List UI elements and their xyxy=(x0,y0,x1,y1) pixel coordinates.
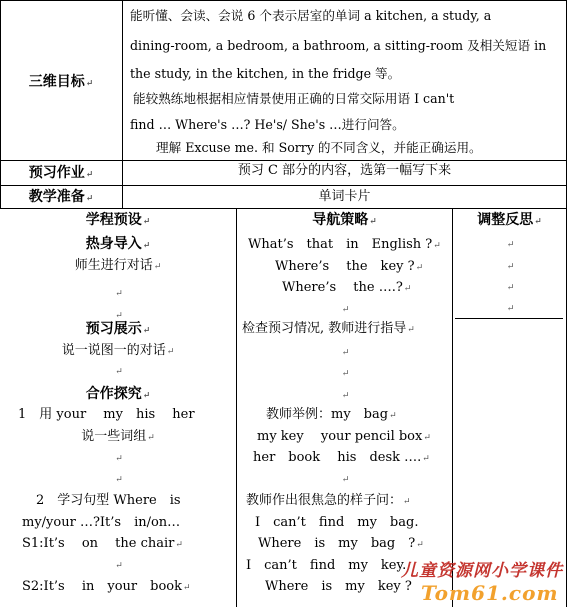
paragraph-mark: ↵ xyxy=(506,283,515,293)
goals-line-4: 能较熟练地根据相应情景使用正确的日常交际用语 I can't xyxy=(133,91,455,106)
strategy-sentence-2: Where is my bag ?↵ xyxy=(258,536,424,551)
paragraph-mark: ↵ xyxy=(506,304,515,314)
step2-line-a: 2 学习句型 Where is xyxy=(36,493,181,508)
strategy-question-1: What’s that in English ?↵ xyxy=(248,237,441,252)
goals-line-5: find … Where's …? He's/ She's …进行问答。 xyxy=(130,117,405,132)
explore-title: 合作探究↵ xyxy=(85,386,151,402)
step2-line-c: S1:It’s on the chair↵ xyxy=(22,536,183,551)
header-reflection: 调整反思↵ xyxy=(477,212,542,228)
watermark-line-2: Tom61.com xyxy=(421,581,559,605)
strategy-anxious: 教师作出很焦急的样子问：↵ xyxy=(246,493,411,508)
preview-text: 说一说图一的对话↵ xyxy=(61,343,175,358)
paragraph-mark: ↵ xyxy=(341,305,350,315)
watermark-line-1: 儿童资源网小学课件 xyxy=(401,561,563,581)
strategy-sentence-1: I can’t find my bag. xyxy=(255,515,419,530)
paragraph-mark: ↵ xyxy=(506,240,515,250)
goals-label: 三维目标↵ xyxy=(28,74,94,90)
strategy-sentence-4: Where is my key ? xyxy=(265,579,412,594)
strategy-example-2: my key your pencil box↵ xyxy=(257,429,431,444)
strategy-example: 教师举例：my bag↵ xyxy=(266,407,397,422)
strategy-question-2: Where’s the key ?↵ xyxy=(275,259,424,274)
table-top-border xyxy=(0,0,567,1)
row-divider xyxy=(0,160,567,161)
paragraph-mark: ↵ xyxy=(341,348,350,358)
goals-line-3: the study, in the kitchen, in the fridge 等。 xyxy=(130,66,401,81)
paragraph-mark: ↵ xyxy=(341,475,350,485)
prep-value: 单词卡片 xyxy=(318,189,371,204)
warmup-title: 热身导入↵ xyxy=(85,236,151,252)
strategy-check: 检查预习情况, 教师进行指导↵ xyxy=(242,321,415,336)
paragraph-mark: ↵ xyxy=(115,311,123,321)
paragraph-mark: ↵ xyxy=(341,369,350,379)
row-divider xyxy=(0,208,567,209)
strategy-example-3: her book his desk ….↵ xyxy=(253,450,430,465)
paragraph-mark: ↵ xyxy=(115,454,123,464)
homework-label: 预习作业↵ xyxy=(28,165,94,181)
paragraph-mark: ↵ xyxy=(115,289,123,299)
goals-line-1: 能听懂、会读、会说 6 个表示居室的单词 a kitchen, a study, a xyxy=(130,8,492,23)
paragraph-mark: ↵ xyxy=(115,475,123,485)
site-watermark xyxy=(401,556,563,605)
step1-line-a: 1 用 your my his her xyxy=(18,407,195,422)
warmup-text: 师生进行对话↵ xyxy=(74,258,162,273)
row-divider xyxy=(0,185,567,186)
paragraph-mark: ↵ xyxy=(506,262,515,272)
reflection-divider xyxy=(455,318,563,319)
strategy-sentence-3: I can’t find my key. xyxy=(246,558,407,573)
header-guidance-strategy: 导航策略↵ xyxy=(312,212,377,228)
paragraph-mark: ↵ xyxy=(115,367,123,377)
preview-title: 预习展示↵ xyxy=(85,321,151,337)
column-divider xyxy=(452,208,453,607)
paragraph-mark: ↵ xyxy=(341,391,350,401)
paragraph-mark: ↵ xyxy=(115,561,123,571)
goals-line-6: 理解 Excuse me. 和 Sorry 的不同含义，并能正确运用。 xyxy=(156,140,482,155)
goals-line-2: dining-room, a bedroom, a bathroom, a sitting-room 及相关短语 in xyxy=(130,38,547,53)
column-divider xyxy=(236,208,237,607)
step2-line-d: S2:It’s in your book↵ xyxy=(22,579,191,594)
homework-value: 预习 C 部分的内容，选第一幅写下来 xyxy=(237,163,452,178)
header-learning-plan: 学程预设↵ xyxy=(85,212,151,228)
prep-label: 教学准备↵ xyxy=(28,189,94,205)
strategy-question-3: Where’s the ….?↵ xyxy=(282,280,412,295)
step2-line-b: my/your …?It’s in/on… xyxy=(22,515,181,530)
step1-line-b: 说一些词组↵ xyxy=(81,429,155,444)
